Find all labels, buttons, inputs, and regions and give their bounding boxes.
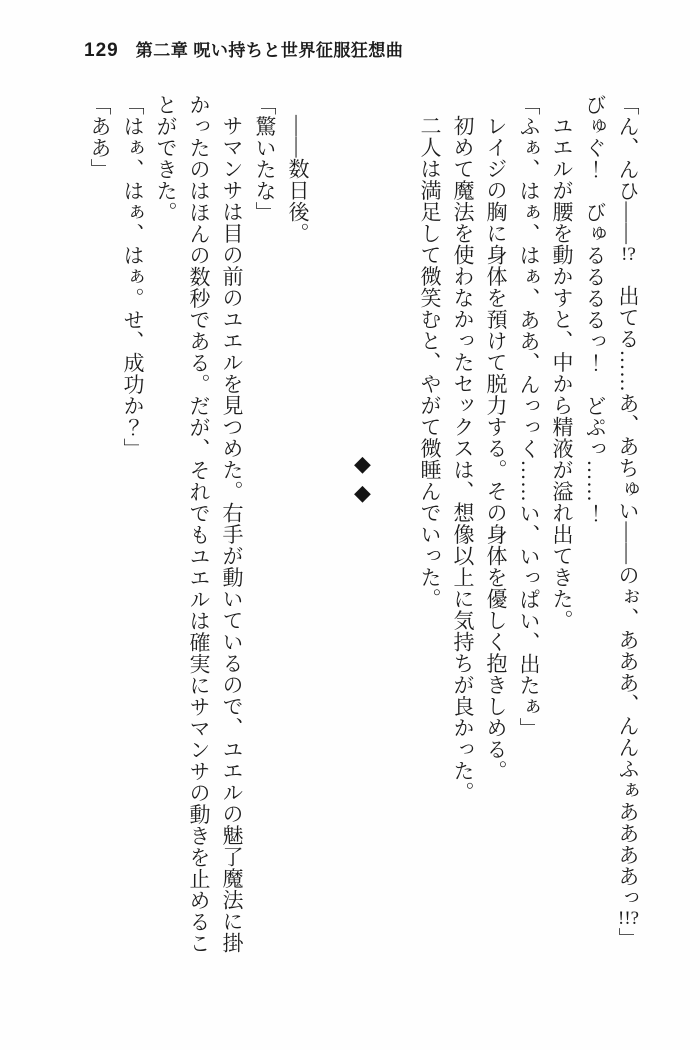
dialogue-text: 出てる……あ、あちゅい――のぉ、あああ、んんふぁああああっ bbox=[616, 263, 640, 909]
scene-break bbox=[347, 94, 380, 962]
narration-paragraph: ユエルが腰を動かすと、中から精液が溢れ出てきた。 bbox=[550, 115, 574, 631]
dialogue-text: 」 bbox=[616, 927, 640, 949]
diamond-separator-icon: ◆◆ bbox=[351, 452, 376, 510]
exclamation-question-glyph: !? bbox=[621, 244, 636, 264]
narration-paragraph: レイジの胸に身体を預けて脱力する。その身体を優しく抱きしめる。 bbox=[484, 115, 508, 782]
dialogue-line bbox=[611, 94, 645, 962]
dialogue-line: 「ふぁ、はぁ、はぁ、ああ、んっっく……い、いっぱい、出たぁ」 bbox=[517, 94, 541, 739]
double-exclamation-question-glyph: !!? bbox=[618, 908, 639, 928]
sfx-line: びゅぐ！ びゅるるるるっ！ どぷっ……！ bbox=[583, 94, 607, 524]
main-text bbox=[84, 94, 645, 962]
dialogue-line: 「驚いたな」 bbox=[253, 94, 277, 223]
page-number: 129 bbox=[84, 40, 119, 61]
narration-paragraph: 二人は満足して微笑むと、やがて微睡んでいった。 bbox=[418, 115, 442, 610]
dialogue-line: 「はぁ、はぁ、はぁ。せ、成功か？」 bbox=[121, 94, 145, 460]
narration-paragraph: 初めて魔法を使わなかったセックスは、想像以上に気持ちが良かった。 bbox=[451, 115, 475, 803]
page-header bbox=[84, 36, 403, 62]
narration-paragraph: サマンサは目の前のユエルを見つめた。右手が動いているので、ユエルの魅了魔法に掛かったのはほんの数秒である。だが、それでもユエルは確実にサマンサの動きを止めることができた。 bbox=[154, 94, 244, 954]
dialogue-line: 「ああ」 bbox=[88, 94, 112, 180]
chapter-title: 第二章 呪い持ちと世界征服狂想曲 bbox=[135, 41, 404, 60]
dialogue-text: 「ん、んひ―― bbox=[616, 94, 640, 245]
narration-paragraph: ――数日後。 bbox=[286, 115, 310, 244]
